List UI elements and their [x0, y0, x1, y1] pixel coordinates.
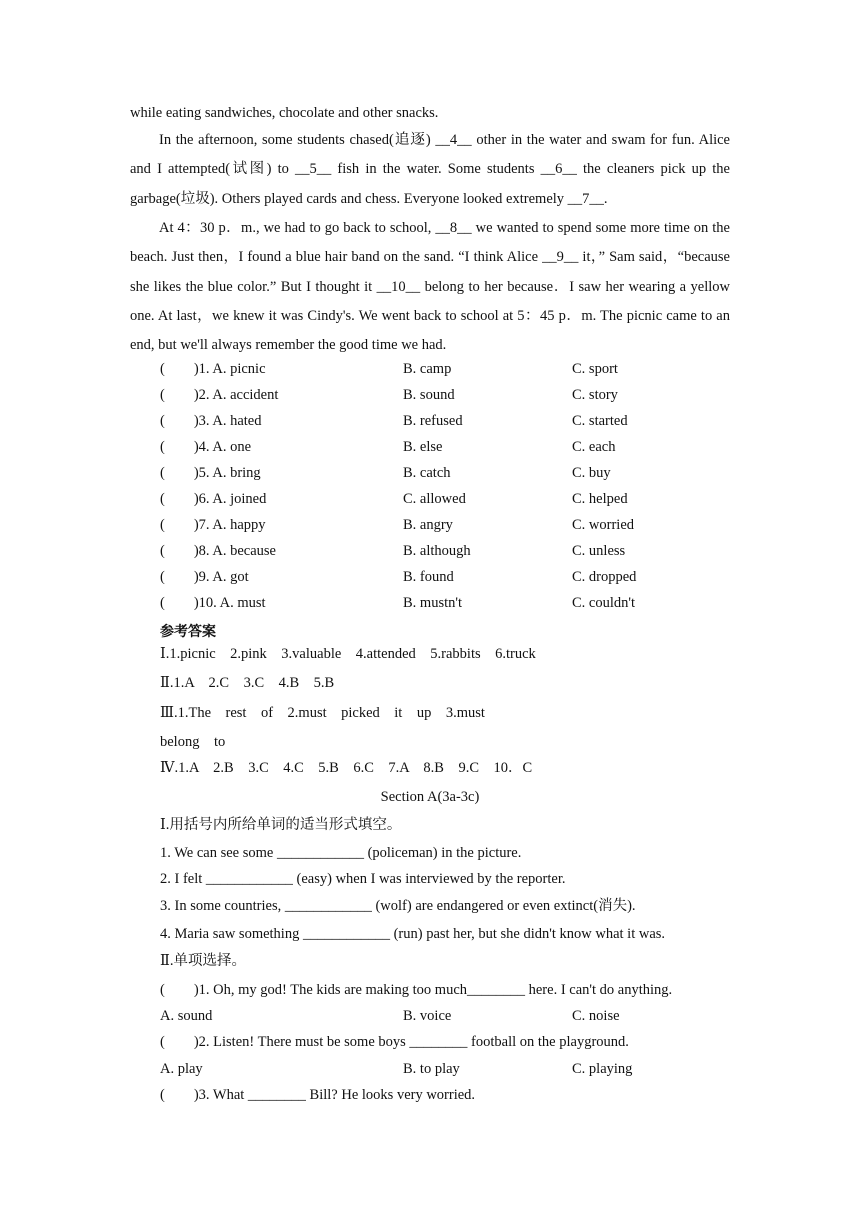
choice-option-c: C. story — [572, 387, 618, 403]
choice-question: ( )3. A. hated — [160, 413, 262, 429]
question-1: ( )1. Oh, my god! The kids are making too much________ here. I can't do anything. — [160, 982, 673, 998]
answers-line-1: Ⅰ.1.picnic 2.pink 3.valuable 4.attended 5.rabbits 6.truck — [160, 646, 536, 662]
answers-line-3: Ⅲ.1.The rest of 2.must picked it up 3.must — [160, 705, 485, 721]
option-a: A. sound — [160, 1008, 213, 1024]
choice-option-b: B. catch — [403, 465, 451, 481]
choice-question: ( )6. A. joined — [160, 491, 267, 507]
choice-row — [160, 437, 720, 457]
choice-row — [160, 463, 720, 483]
choice-option-c: C. worried — [572, 517, 635, 533]
choice-option-c: C. started — [572, 413, 628, 429]
choice-option-c: C. dropped — [572, 569, 637, 585]
choice-option-c: C. helped — [572, 491, 628, 507]
choice-option-c: C. sport — [572, 361, 618, 377]
choice-option-b: B. sound — [403, 387, 455, 403]
choice-question: ( )9. A. got — [160, 569, 249, 585]
question-2-options — [160, 1059, 720, 1079]
passage-text-3: At 4：30 p．m., we had to go back to school, __8__ we wanted to spend some more time on the beach. Just then，I found a blue hair band on the sand. “I think Alice __9__ it，” Sam said，“because she likes the blue color.” But I thought it __10__ belong to her because．I saw her wearing a yellow one. At last，we knew it was Cindy's. We went back to school at 5：45 p．m. The picnic came to an end, but we'll always remember the good time we had. — [130, 220, 730, 354]
passage-paragraph-1 — [130, 99, 730, 128]
choice-question: ( )2. A. accident — [160, 387, 279, 403]
choice-question: ( )10. A. must — [160, 595, 266, 611]
choice-option-b: B. mustn't — [403, 595, 463, 611]
fill-item: 3. In some countries, ____________ (wolf) are endangered or even extinct(消失). — [160, 898, 636, 914]
option-a: A. play — [160, 1061, 203, 1077]
choice-option-b: B. else — [403, 439, 443, 455]
part2-heading: Ⅱ.单项选择。 — [160, 953, 246, 969]
choice-question: ( )8. A. because — [160, 543, 276, 559]
choice-option-b: B. although — [403, 543, 471, 559]
choice-question: ( )4. A. one — [160, 439, 252, 455]
option-c: C. noise — [572, 1008, 620, 1024]
choice-option-c: C. couldn't — [572, 595, 636, 611]
part1-heading: Ⅰ.用括号内所给单词的适当形式填空。 — [160, 817, 402, 833]
choice-option-c: C. unless — [572, 543, 626, 559]
choice-question: ( )7. A. happy — [160, 517, 266, 533]
choice-option-b: B. refused — [403, 413, 463, 429]
passage-text-1: while eating sandwiches, chocolate and other snacks. — [130, 105, 439, 121]
answers-line-4: belong to — [160, 734, 226, 750]
answers-heading: 参考答案 — [160, 624, 216, 640]
fill-item: 1. We can see some ____________ (policeman) in the picture. — [160, 845, 522, 861]
question-1-options — [160, 1006, 720, 1026]
passage-text-2: In the afternoon, some students chased(追逐) __4__ other in the water and swam for fun. Alice and I attempted(试图) to __5__ fish in the water. Some students __6__ the cleaners pick up the garbage(垃圾). Others played cards and chess. Everyone looked extremely __7__. — [130, 132, 730, 207]
choice-question: ( )5. A. bring — [160, 465, 261, 481]
choice-option-b: B. found — [403, 569, 454, 585]
choice-option-c: C. each — [572, 439, 616, 455]
option-c: C. playing — [572, 1061, 633, 1077]
choice-row — [160, 489, 720, 509]
section-title: Section A(3a-3c) — [380, 789, 480, 805]
choice-option-c: C. buy — [572, 465, 611, 481]
choice-row — [160, 385, 720, 405]
answers-line-5: Ⅳ.1.A 2.B 3.C 4.C 5.B 6.C 7.A 8.B 9.C 10．C — [160, 760, 533, 776]
choice-question: ( )1. A. picnic — [160, 361, 266, 377]
passage-paragraph-2 — [130, 126, 730, 214]
choice-row — [160, 359, 720, 379]
choice-row — [160, 411, 720, 431]
question-3: ( )3. What ________ Bill? He looks very worried. — [160, 1087, 476, 1103]
choice-row — [160, 541, 720, 561]
passage-paragraph-3 — [130, 214, 730, 360]
choice-option-b: C. allowed — [403, 491, 466, 507]
choice-option-b: B. angry — [403, 517, 453, 533]
choice-row — [160, 515, 720, 535]
option-b: B. voice — [403, 1008, 452, 1024]
choice-option-b: B. camp — [403, 361, 452, 377]
fill-item: 4. Maria saw something ____________ (run) past her, but she didn't know what it was. — [160, 926, 666, 942]
choice-row — [160, 567, 720, 587]
answers-line-2: Ⅱ.1.A 2.C 3.C 4.B 5.B — [160, 675, 335, 691]
fill-item: 2. I felt ____________ (easy) when I was interviewed by the reporter. — [160, 871, 566, 887]
question-2: ( )2. Listen! There must be some boys ________ football on the playground. — [160, 1034, 629, 1050]
choice-row — [160, 593, 720, 613]
option-b: B. to play — [403, 1061, 460, 1077]
